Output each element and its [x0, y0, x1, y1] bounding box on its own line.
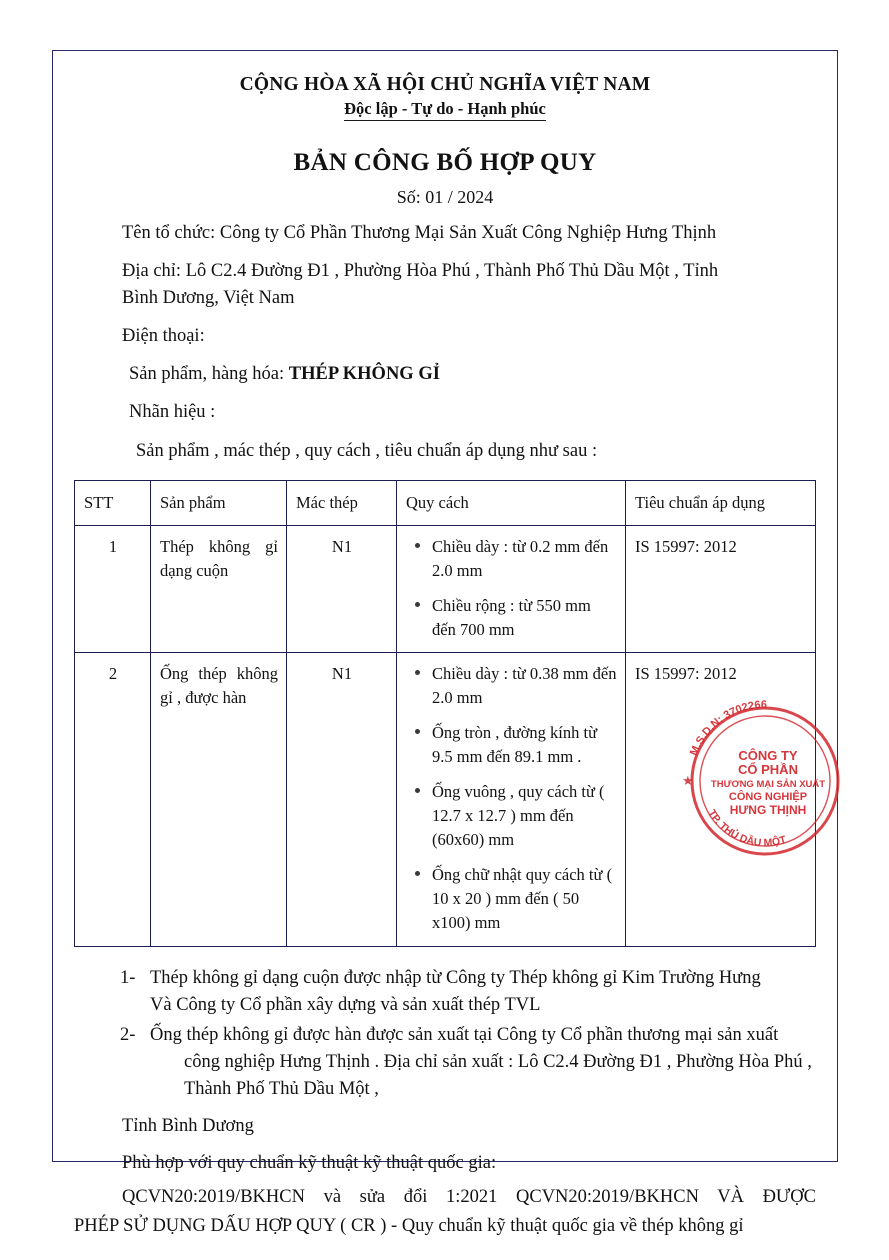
cell-quy-cach — [397, 653, 626, 946]
brand-label: Nhãn hiệu : — [129, 402, 216, 423]
note-line: công nghiệp Hưng Thịnh . Địa chỉ sản xuất : Lô C2.4 Đường Đ1 , Phường Hòa Phú , — [184, 1052, 812, 1073]
header-mac-thep: Mác thép — [287, 480, 397, 525]
svg-text:CỔ PHẦN: CỔ PHẦN — [738, 762, 798, 777]
header-san-pham: Sản phẩm — [151, 480, 287, 525]
note-line: Thành Phố Thủ Dầu Một , — [184, 1078, 379, 1099]
cell-stt: 1 — [75, 525, 151, 653]
note-line: Và Công ty Cổ phần xây dựng và sản xuất thép TVL — [150, 994, 541, 1015]
svg-text:CÔNG NGHIỆP: CÔNG NGHIỆP — [728, 791, 808, 803]
national-header — [74, 74, 816, 208]
org-phone-line — [74, 323, 816, 349]
svg-text:HƯNG THỊNH: HƯNG THỊNH — [729, 803, 807, 817]
cell-mac-thep: N1 — [287, 653, 397, 946]
note-body — [150, 1022, 816, 1102]
document-content — [52, 50, 838, 1237]
product-label: Sản phẩm, hàng hóa: — [129, 364, 289, 385]
svg-text:CÔNG TY: CÔNG TY — [738, 748, 798, 763]
cell-tieu-chuan: IS 15997: 2012 — [626, 653, 816, 946]
brand-line — [74, 399, 816, 425]
conformity-line-1: QCVN20:2019/BKHCN và sửa đổi 1:2021 QCVN20:2019/BKHCN VÀ ĐƯỢC — [122, 1187, 816, 1208]
svg-text:THƯƠNG MẠI SẢN XUẤT: THƯƠNG MẠI SẢN XUẤT — [710, 779, 826, 790]
table-row — [75, 653, 816, 946]
note-number: 1- — [120, 967, 136, 988]
conformity-line-2: PHÉP SỬ DỤNG DẤU HỢP QUY ( CR ) - Quy chuẩn kỹ thuật quốc gia về thép không gỉ — [74, 1216, 744, 1237]
list-item: Chiều dày : từ 0.2 mm đến 2.0 mm — [432, 535, 617, 583]
conformity-label: Phù hợp với quy chuẩn kỹ thuật kỹ thuật quốc gia: — [122, 1152, 497, 1173]
specification-table — [74, 480, 816, 947]
note-number: 2- — [120, 1025, 136, 1046]
org-address-value-1: Lô C2.4 Đường Đ1 , Phường Hòa Phú , Thành Phố Thủ Dầu Một , Tỉnh — [185, 261, 719, 282]
note-line: Thép không gỉ dạng cuộn được nhập từ Công ty Thép không gỉ Kim Trường Hưng — [150, 967, 761, 988]
cell-san-pham: Ống thép không gỉ , được hàn — [151, 653, 287, 946]
org-address-label: Địa chỉ: — [122, 261, 186, 282]
cell-tieu-chuan: IS 15997: 2012 — [626, 525, 816, 653]
spec-intro: Sản phẩm , mác thép , quy cách , tiêu chuẩn áp dụng như sau : — [136, 440, 598, 461]
cell-mac-thep: N1 — [287, 525, 397, 653]
quy-cach-list — [406, 535, 617, 642]
svg-text:M.S.D.N: 3702266: M.S.D.N: 3702266 — [687, 698, 768, 758]
list-item: Ống chữ nhật quy cách từ ( 10 x 20 ) mm đến ( 50 x100) mm — [432, 863, 617, 935]
org-address-value-2: Bình Dương, Việt Nam — [122, 287, 295, 308]
list-item: Ống vuông , quy cách từ ( 12.7 x 12.7 ) mm đến (60x60) mm — [432, 780, 617, 852]
note-2 — [74, 1022, 816, 1102]
national-title: CỘNG HÒA XÃ HỘI CHỦ NGHĨA VIỆT NAM — [239, 74, 651, 95]
product-line — [74, 361, 816, 387]
notes-section — [74, 965, 816, 1103]
cell-quy-cach — [397, 525, 626, 653]
province-line: Tỉnh Bình Dương — [122, 1115, 254, 1136]
header-stt: STT — [75, 480, 151, 525]
quy-cach-list — [406, 662, 617, 934]
cell-stt: 2 — [75, 653, 151, 946]
national-motto: Độc lập - Tự do - Hạnh phúc — [344, 99, 546, 121]
header-quy-cach: Quy cách — [397, 480, 626, 525]
tail-section — [74, 1113, 816, 1240]
org-address-line — [74, 258, 816, 311]
table-row — [75, 525, 816, 653]
org-name-value: Công ty Cổ Phần Thương Mại Sản Xuất Công Nghiệp Hưng Thịnh — [219, 223, 717, 243]
org-name-label: Tên tổ chức: — [122, 223, 220, 243]
org-phone-label: Điện thoại: — [122, 325, 205, 346]
table-header-row — [75, 480, 816, 525]
cell-san-pham: Thép không gỉ dạng cuộn — [151, 525, 287, 653]
header-tieu-chuan: Tiêu chuẩn áp dụng — [626, 480, 816, 525]
org-name-line — [74, 220, 816, 246]
document-number: Số: 01 / 2024 — [396, 187, 494, 207]
document-title: BẢN CÔNG BỐ HỢP QUY — [293, 149, 597, 176]
svg-text:TP. THỦ DẦU MỘT: TP. THỦ DẦU MỘT — [705, 807, 788, 850]
product-value: THÉP KHÔNG GỈ — [288, 364, 440, 385]
note-line: Ống thép không gỉ được hàn được sản xuất tại Công ty Cổ phần thương mại sản xuất — [150, 1025, 779, 1046]
list-item: Chiều dày : từ 0.38 mm đến 2.0 mm — [432, 662, 617, 710]
note-1 — [74, 965, 816, 1019]
list-item: Ống tròn , đường kính từ 9.5 mm đến 89.1 mm . — [432, 721, 617, 769]
note-body — [150, 965, 816, 1019]
svg-text:★: ★ — [682, 773, 694, 788]
list-item: Chiều rộng : từ 550 mm đến 700 mm — [432, 594, 617, 642]
